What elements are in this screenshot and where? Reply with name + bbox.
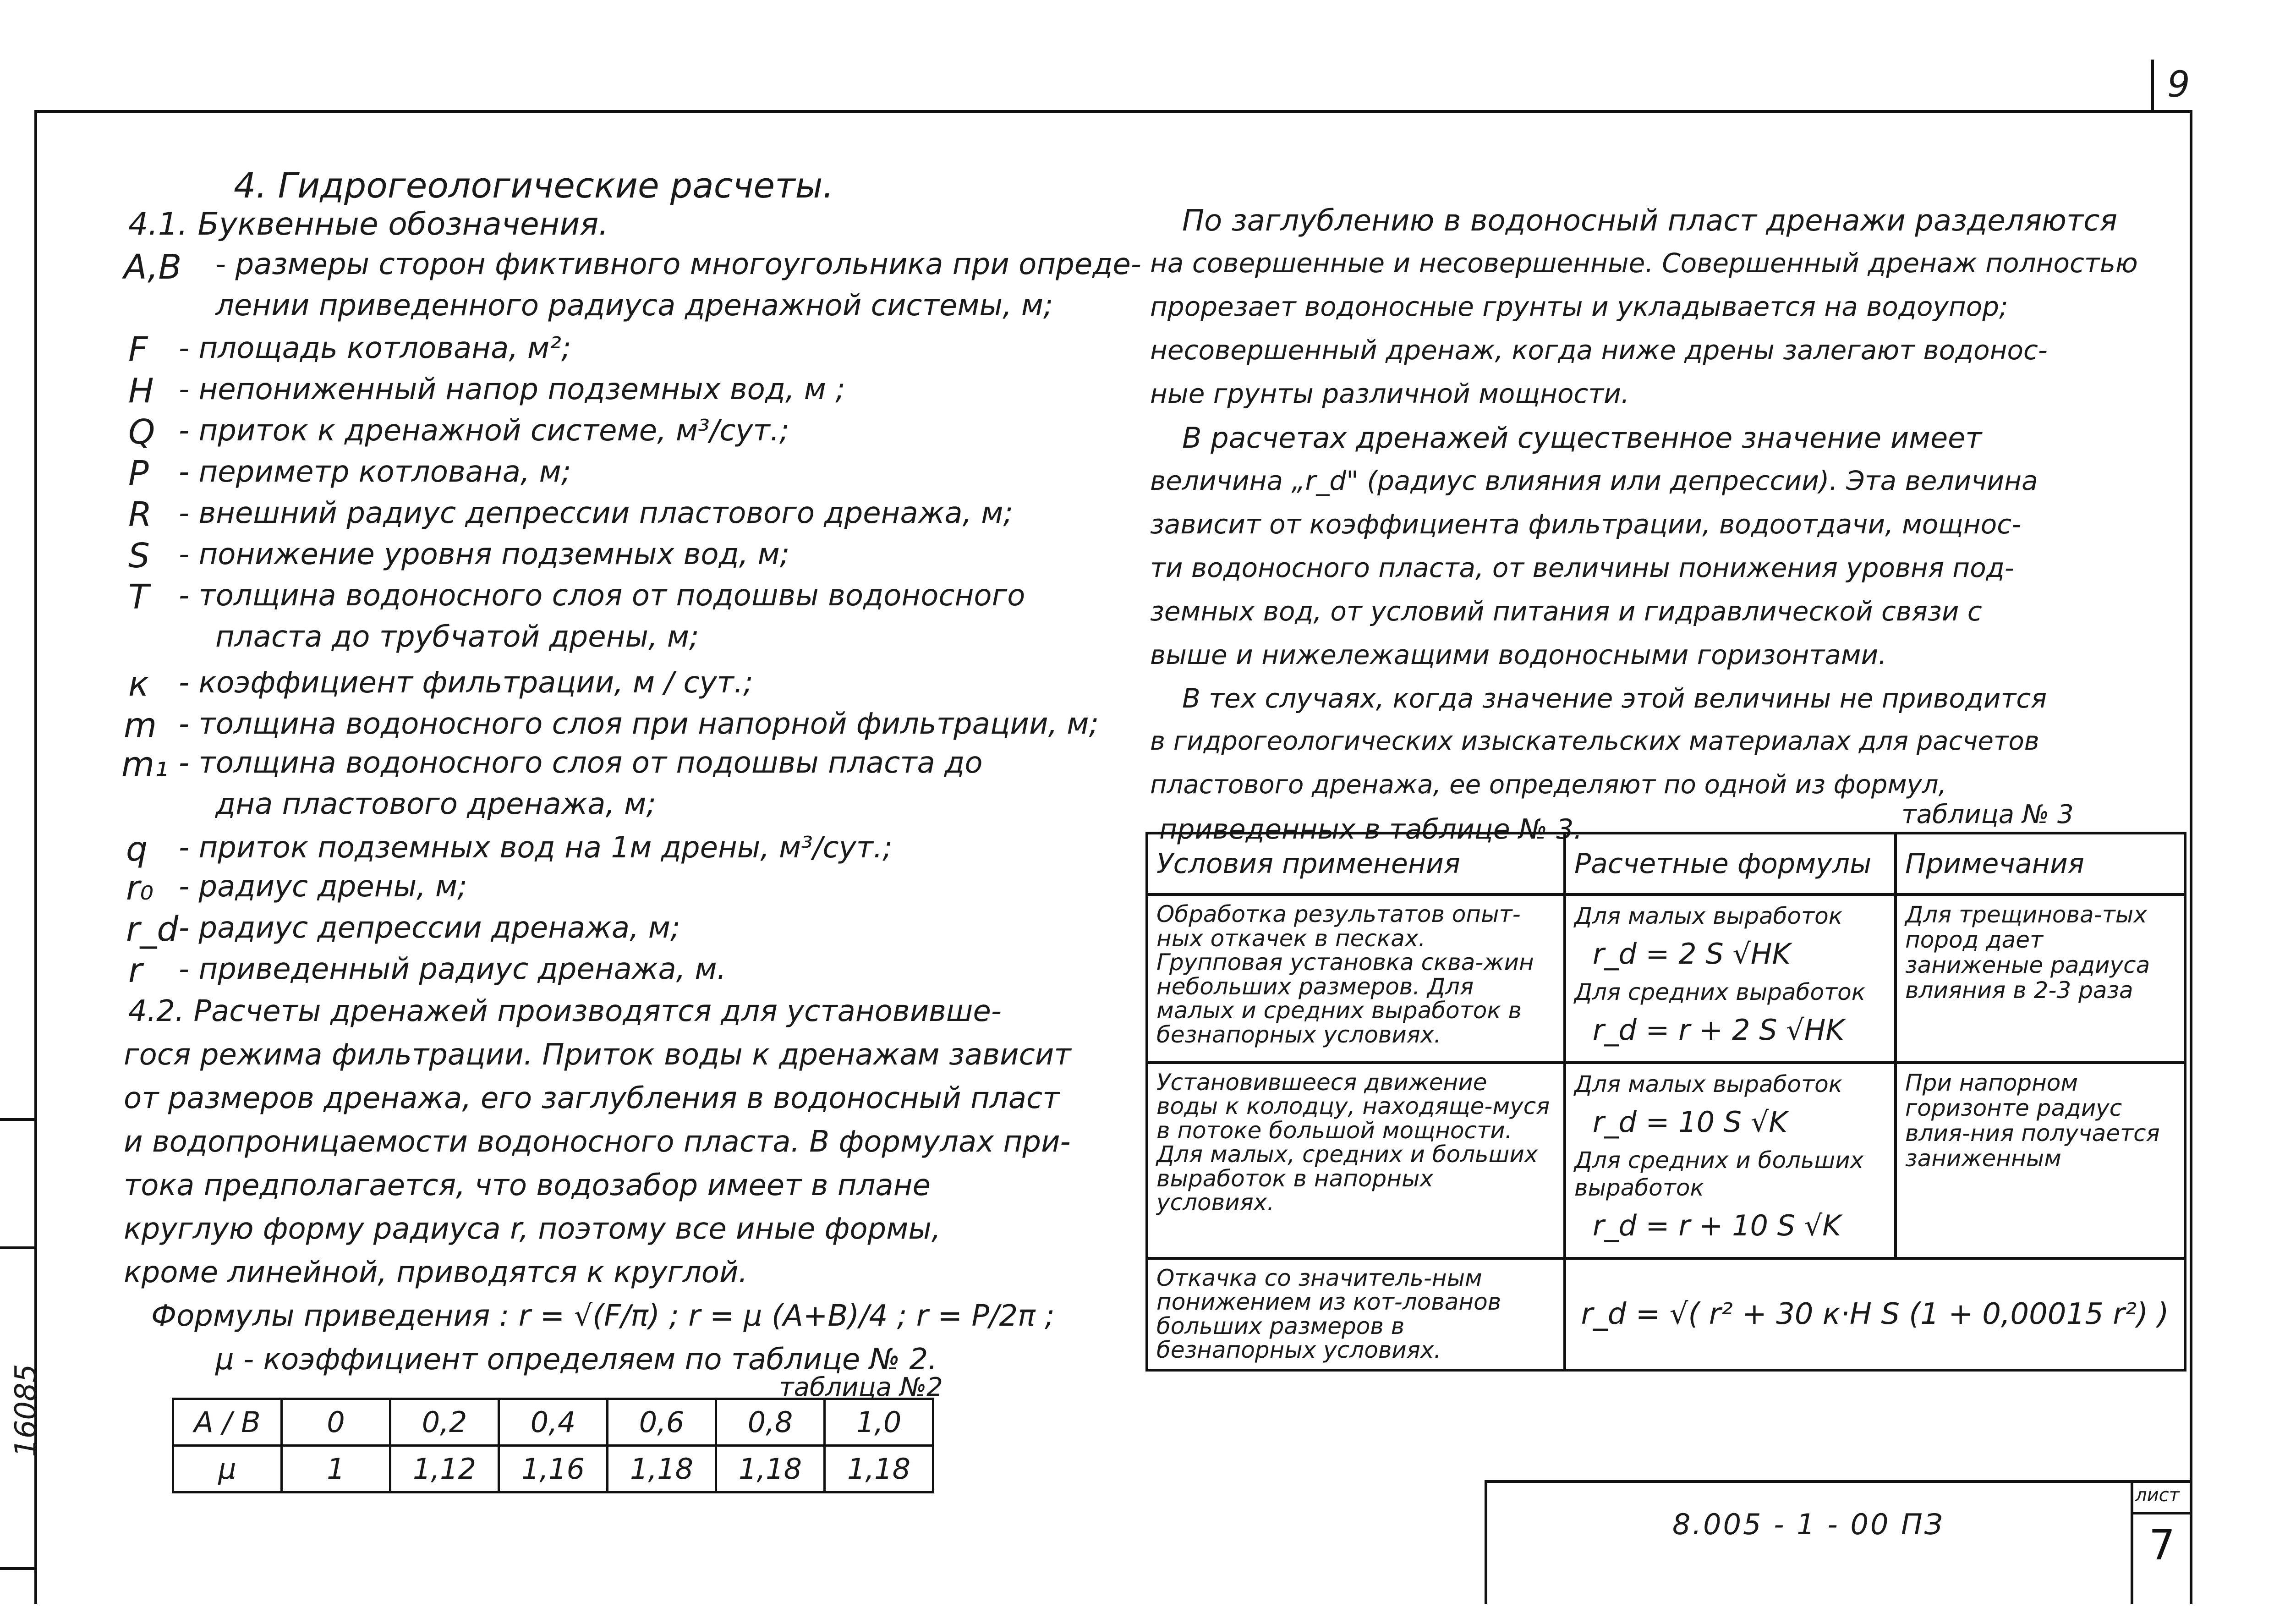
table-3 xyxy=(1145,832,2186,1372)
paragraph-line: пластового дренажа, ее определяют по одной из формул, xyxy=(1150,770,1947,800)
table-row xyxy=(173,1446,933,1492)
table-cell: 1,18 xyxy=(825,1446,933,1492)
page-number-divider xyxy=(2151,60,2154,110)
definition-symbol: r xyxy=(128,951,142,990)
paragraph-line: несовершенный дренаж, когда ниже дрены залегают водонос- xyxy=(1150,335,2048,366)
paragraph-line: выше и нижележащими водоносными горизонтами. xyxy=(1150,639,1887,670)
table-cell: 0,6 xyxy=(608,1399,716,1446)
paragraph-line: круглую форму радиуса r, поэтому все иные формы, xyxy=(124,1212,941,1246)
table-cell: 1,12 xyxy=(390,1446,499,1492)
paragraph-line: земных вод, от условий питания и гидравлической связи с xyxy=(1150,596,1982,627)
table-row xyxy=(1147,1258,2185,1370)
table-cell: 1,16 xyxy=(499,1446,608,1492)
table-cell xyxy=(1565,894,1896,1063)
paragraph-line: прорезает водоносные грунты и укладывается на водоупор; xyxy=(1150,291,2008,322)
definition-text: - приведенный радиус дренажа, м. xyxy=(179,952,726,986)
reduction-formulas: Формулы приведения : r = √(F/π) ; r = μ (A+B)/4 ; r = P/2π ; xyxy=(151,1299,1055,1333)
definition-text: - радиус дрены, м; xyxy=(179,870,467,904)
table-header: Примечания xyxy=(1896,833,2185,894)
table-cell: 1,18 xyxy=(716,1446,825,1492)
paragraph-line: в гидрогеологических изыскательских материалах для расчетов xyxy=(1150,726,2039,756)
paragraph-line: 4.2. Расчеты дренажей производятся для установивше- xyxy=(128,994,1002,1028)
table-header: Условия применения xyxy=(1147,833,1565,894)
table-cell: 0,4 xyxy=(499,1399,608,1446)
title-block xyxy=(1485,1480,2192,1604)
paragraph-line: В расчетах дренажей существенное значение имеет xyxy=(1182,421,1982,455)
formula-label: Для средних выработок xyxy=(1574,979,1865,1006)
table-cell: μ xyxy=(173,1446,282,1492)
definition-text: - толщина водоносного слоя при напорной фильтрации, м; xyxy=(179,707,1099,741)
paragraph-line: ти водоносного пласта, от величины понижения уровня под- xyxy=(1150,552,2014,583)
section-title: 4. Гидрогеологические расчеты. xyxy=(234,165,834,206)
formula: r_d = √( r² + 30 к·H S (1 + 0,00015 r²) ) xyxy=(1565,1258,2185,1370)
table-row xyxy=(173,1399,933,1446)
definition-text: - приток подземных вод на 1м дрены, м³/сут.; xyxy=(179,831,893,865)
definition-symbol: S xyxy=(128,536,150,576)
formula-label: Для малых выработок xyxy=(1574,1070,1842,1097)
table-cell: При напорном горизонте радиус влия-ния получается заниженным xyxy=(1896,1063,2185,1258)
definition-symbol: R xyxy=(128,495,152,534)
paragraph-line: и водопроницаемости водоносного пласта. В формулах при- xyxy=(124,1125,1071,1159)
margin-tick xyxy=(0,1246,34,1249)
paragraph-line: гося режима фильтрации. Приток воды к дренажам зависит xyxy=(124,1038,1071,1072)
table-cell: Для трещинова-тых пород дает заниженые радиуса влияния в 2-3 раза xyxy=(1896,894,2185,1063)
definition-symbol: m xyxy=(124,706,157,745)
definition-symbol: m₁ xyxy=(121,745,168,784)
definition-continuation: лении приведенного радиуса дренажной системы, м; xyxy=(215,289,1053,323)
paragraph-line: приведенных в таблице № 3. xyxy=(1159,813,1583,845)
subsection-title: 4.1. Буквенные обозначения. xyxy=(128,206,608,242)
definition-continuation: дна пластового дренажа, м; xyxy=(215,787,656,821)
paragraph-line: от размеров дренажа, его заглубления в водоносный пласт xyxy=(124,1081,1060,1115)
table-header-row xyxy=(1147,833,2185,894)
table-2 xyxy=(172,1398,934,1493)
definition-continuation: пласта до трубчатой дрены, м; xyxy=(215,620,699,654)
table2-caption: таблица №2 xyxy=(779,1372,943,1402)
definition-symbol: P xyxy=(128,454,149,493)
formula: r_d = 2 S √HK xyxy=(1593,937,1791,971)
paragraph-line: на совершенные и несовершенные. Совершенный дренаж полностью xyxy=(1150,247,2138,279)
table3-caption: таблица № 3 xyxy=(1901,800,2074,829)
table-cell xyxy=(1565,1063,1896,1258)
table-cell: Откачка со значитель-ным понижением из кот-лованов больших размеров в безнапорных условиях. xyxy=(1147,1258,1565,1370)
definition-text: - внешний радиус депрессии пластового дренажа, м; xyxy=(179,496,1014,530)
table-cell: 0,2 xyxy=(390,1399,499,1446)
sheet-number: 7 xyxy=(2149,1521,2175,1569)
formula: r_d = 10 S √K xyxy=(1593,1105,1788,1139)
definition-symbol: H xyxy=(128,371,154,411)
archive-stamp-number: 16085 xyxy=(9,1364,43,1457)
definition-symbol: r₀ xyxy=(126,868,154,908)
table-cell: 1,18 xyxy=(608,1446,716,1492)
table-cell: Установившееся движение воды к колодцу, находяще-муся в потоке большой мощности. Для малых, средних и больших выработок в напорных условиях. xyxy=(1147,1063,1565,1258)
table-cell: 1 xyxy=(282,1446,390,1492)
definition-symbol: T xyxy=(128,577,149,617)
definition-text: - радиус депрессии дренажа, м; xyxy=(179,911,680,945)
paragraph-line: В тех случаях, когда значение этой величины не приводится xyxy=(1182,683,2047,714)
table-cell: 1,0 xyxy=(825,1399,933,1446)
paragraph-line: тока предполагается, что водозабор имеет в плане xyxy=(124,1169,931,1202)
mu-coefficient-note: μ - коэффициент определяем по таблице № 2. xyxy=(215,1343,937,1377)
formula: r_d = r + 10 S √K xyxy=(1593,1209,1841,1243)
definition-text: - приток к дренажной системе, м³/сут.; xyxy=(179,414,789,448)
table-row xyxy=(1147,1063,2185,1258)
definition-text: - толщина водоносного слоя от подошвы водоносного xyxy=(179,579,1025,613)
table-cell: 0,8 xyxy=(716,1399,825,1446)
formula: r_d = r + 2 S √HK xyxy=(1593,1013,1845,1047)
definition-text: - непониженный напор подземных вод, м ; xyxy=(179,373,845,406)
table-header: Расчетные формулы xyxy=(1565,833,1896,894)
table-cell: Обработка результатов опыт-ных откачек в песках. Групповая установка сква-жин небольших размеров. Для малых и средних выработок в безнапорных условиях. xyxy=(1147,894,1565,1063)
paragraph-line: ные грунты различной мощности. xyxy=(1150,378,1630,409)
paragraph-line: кроме линейной, приводятся к круглой. xyxy=(124,1256,748,1289)
page-number: 9 xyxy=(2167,64,2190,105)
paragraph-line: зависит от коэффициента фильтрации, водоотдачи, мощнос- xyxy=(1150,509,2022,540)
formula-label: Для средних и больших выработок xyxy=(1574,1147,1864,1202)
definition-symbol: A,B xyxy=(124,247,182,287)
definition-symbol: r_d xyxy=(126,910,179,949)
table-row xyxy=(1147,894,2185,1063)
definition-symbol: к xyxy=(128,664,149,704)
definition-symbol: Q xyxy=(128,412,155,452)
document-code: 8.005 - 1 - 00 ПЗ xyxy=(1672,1508,1945,1541)
paragraph-line: По заглублению в водоносный пласт дренажи разделяются xyxy=(1182,204,2117,238)
definition-text: - площадь котлована, м²; xyxy=(179,331,571,365)
definition-text: - размеры сторон фиктивного многоугольника при опреде- xyxy=(215,247,1141,281)
definition-text: - коэффициент фильтрации, м / сут.; xyxy=(179,666,753,700)
definition-text: - толщина водоносного слоя от подошвы пласта до xyxy=(179,746,983,780)
formula-label: Для малых выработок xyxy=(1574,903,1842,929)
paragraph-line: величина „r_d" (радиус влияния или депрессии). Эта величина xyxy=(1150,465,2038,496)
definition-text: - периметр котлована, м; xyxy=(179,455,571,489)
sheet-divider xyxy=(2131,1512,2192,1514)
margin-tick xyxy=(0,1118,34,1121)
sheet-label: лист xyxy=(2135,1485,2180,1506)
table-cell: A / B xyxy=(173,1399,282,1446)
margin-tick xyxy=(0,1567,34,1570)
definition-symbol: q xyxy=(126,829,148,869)
table-cell: 0 xyxy=(282,1399,390,1446)
definition-symbol: F xyxy=(128,330,148,369)
definition-text: - понижение уровня подземных вод, м; xyxy=(179,538,790,571)
